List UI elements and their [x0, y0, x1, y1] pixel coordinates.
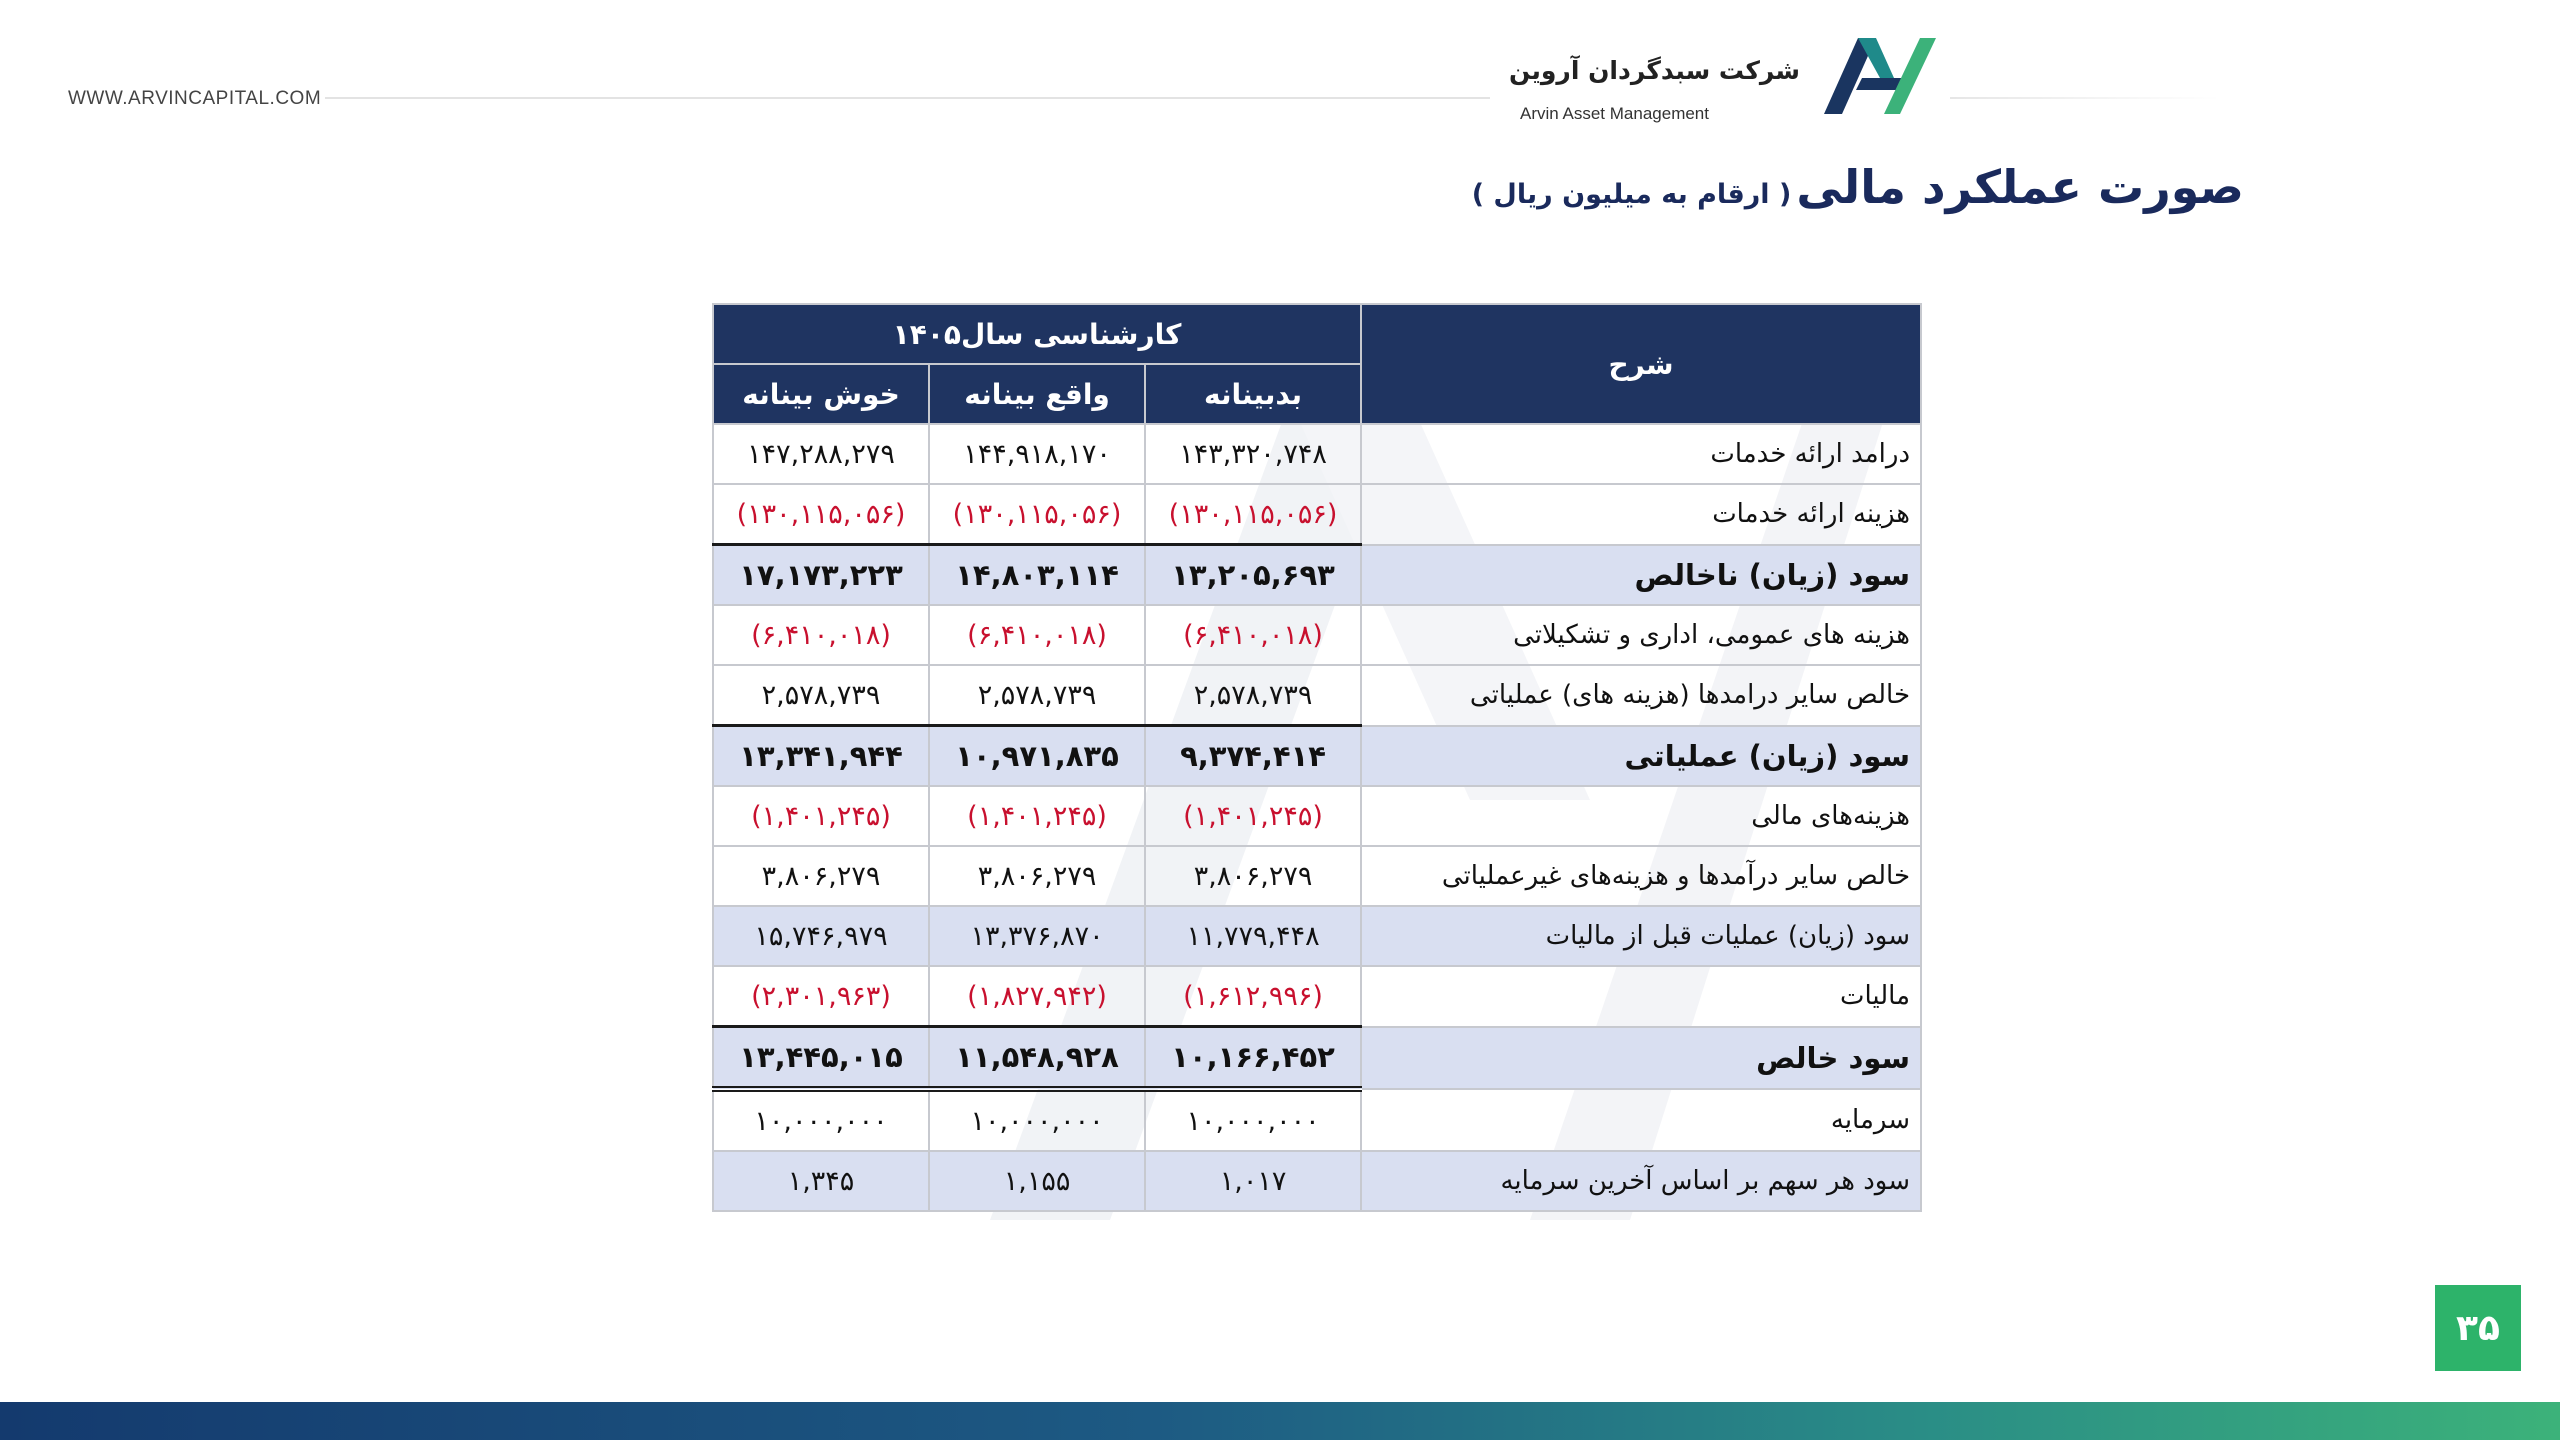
company-name-en: Arvin Asset Management — [1520, 104, 1709, 123]
value-pessimistic: (۶,۴۱۰,۰۱۸) — [1145, 605, 1361, 665]
value-pessimistic: (۱,۶۱۲,۹۹۶) — [1145, 966, 1361, 1027]
table-row — [713, 424, 1921, 484]
value-realistic: ۲,۵۷۸,۷۳۹ — [929, 665, 1145, 726]
value-realistic: ۱۱,۵۴۸,۹۲۸ — [929, 1027, 1145, 1090]
value-realistic: ۱۳,۳۷۶,۸۷۰ — [929, 906, 1145, 966]
value-optimistic: ۲,۵۷۸,۷۳۹ — [713, 665, 929, 726]
value-realistic: ۱۰,۰۰۰,۰۰۰ — [929, 1089, 1145, 1151]
header-divider — [325, 97, 1490, 99]
company-name-fa: شرکت سبدگردان آروین — [1509, 56, 1800, 85]
table-row-subtotal — [713, 545, 1921, 606]
table-row — [713, 665, 1921, 726]
table-row — [713, 1151, 1921, 1211]
value-pessimistic: ۱,۰۱۷ — [1145, 1151, 1361, 1211]
value-pessimistic: (۱,۴۰۱,۲۴۵) — [1145, 786, 1361, 846]
value-optimistic: ۱۴۷,۲۸۸,۲۷۹ — [713, 424, 929, 484]
row-label: سود (زیان) عملیات قبل از مالیات — [1361, 906, 1921, 966]
table-row — [713, 846, 1921, 906]
financial-performance-table — [712, 303, 1922, 1212]
table-row — [713, 484, 1921, 545]
forecast-group-header: کارشناسی سال۱۴۰۵ — [713, 304, 1361, 364]
value-realistic: ۱۴,۸۰۳,۱۱۴ — [929, 545, 1145, 606]
value-realistic: ۱,۱۵۵ — [929, 1151, 1145, 1211]
value-pessimistic: ۱۱,۷۷۹,۴۴۸ — [1145, 906, 1361, 966]
value-optimistic: ۳,۸۰۶,۲۷۹ — [713, 846, 929, 906]
row-label: خالص سایر درآمدها و هزینه‌های غیرعملیاتی — [1361, 846, 1921, 906]
row-label: هزینه ارائه خدمات — [1361, 484, 1921, 545]
value-optimistic: ۱۳,۴۴۵,۰۱۵ — [713, 1027, 929, 1090]
table-row — [713, 1089, 1921, 1151]
row-label: خالص سایر درامدها (هزینه های) عملیاتی — [1361, 665, 1921, 726]
row-label: سود (زیان) عملیاتی — [1361, 726, 1921, 787]
desc-column-header: شرح — [1361, 304, 1921, 424]
value-pessimistic: ۹,۳۷۴,۴۱۴ — [1145, 726, 1361, 787]
col-header-pessimistic: بدبینانه — [1145, 364, 1361, 424]
title-unit-note: ( ارقام به میلیون ریال ) — [1471, 179, 1792, 210]
page-title — [1472, 160, 2244, 214]
table-row — [713, 786, 1921, 846]
value-optimistic: (۶,۴۱۰,۰۱۸) — [713, 605, 929, 665]
row-label: درامد ارائه خدمات — [1361, 424, 1921, 484]
value-pessimistic: ۲,۵۷۸,۷۳۹ — [1145, 665, 1361, 726]
footer-gradient-bar — [0, 1402, 2560, 1440]
table-row-total — [713, 1027, 1921, 1090]
row-label: هزینه های عمومی، اداری و تشکیلاتی — [1361, 605, 1921, 665]
value-realistic: (۶,۴۱۰,۰۱۸) — [929, 605, 1145, 665]
value-optimistic: (۲,۳۰۱,۹۶۳) — [713, 966, 929, 1027]
value-realistic: ۱۴۴,۹۱۸,۱۷۰ — [929, 424, 1145, 484]
table-row — [713, 966, 1921, 1027]
value-optimistic: ۱۰,۰۰۰,۰۰۰ — [713, 1089, 929, 1151]
value-realistic: (۱,۸۲۷,۹۴۲) — [929, 966, 1145, 1027]
value-optimistic: ۱۵,۷۴۶,۹۷۹ — [713, 906, 929, 966]
value-pessimistic: ۱۳,۲۰۵,۶۹۳ — [1145, 545, 1361, 606]
value-pessimistic: (۱۳۰,۱۱۵,۰۵۶) — [1145, 484, 1361, 545]
website-url[interactable]: WWW.ARVINCAPITAL.COM — [68, 88, 322, 109]
page-number-badge: ۳۵ — [2435, 1285, 2521, 1371]
header-divider-right — [1950, 97, 2220, 99]
row-label: سود (زیان) ناخالص — [1361, 545, 1921, 606]
row-label: سود خالص — [1361, 1027, 1921, 1090]
col-header-optimistic: خوش بینانه — [713, 364, 929, 424]
value-realistic: ۳,۸۰۶,۲۷۹ — [929, 846, 1145, 906]
row-label: هزینه‌های مالی — [1361, 786, 1921, 846]
table-header-row — [713, 304, 1921, 364]
value-optimistic: ۱۳,۳۴۱,۹۴۴ — [713, 726, 929, 787]
row-label: سود هر سهم بر اساس آخرین سرمایه — [1361, 1151, 1921, 1211]
value-realistic: (۱۳۰,۱۱۵,۰۵۶) — [929, 484, 1145, 545]
arvin-logo-icon — [1824, 34, 1936, 120]
value-realistic: ۱۰,۹۷۱,۸۳۵ — [929, 726, 1145, 787]
value-pessimistic: ۱۰,۱۶۶,۴۵۲ — [1145, 1027, 1361, 1090]
row-label: سرمایه — [1361, 1089, 1921, 1151]
value-optimistic: ۱۷,۱۷۳,۲۲۳ — [713, 545, 929, 606]
value-optimistic: (۱,۴۰۱,۲۴۵) — [713, 786, 929, 846]
row-label: مالیات — [1361, 966, 1921, 1027]
title-main: صورت عملکرد مالی — [1796, 160, 2244, 214]
table-row — [713, 605, 1921, 665]
value-realistic: (۱,۴۰۱,۲۴۵) — [929, 786, 1145, 846]
value-pessimistic: ۳,۸۰۶,۲۷۹ — [1145, 846, 1361, 906]
value-pessimistic: ۱۰,۰۰۰,۰۰۰ — [1145, 1089, 1361, 1151]
value-optimistic: (۱۳۰,۱۱۵,۰۵۶) — [713, 484, 929, 545]
col-header-realistic: واقع بینانه — [929, 364, 1145, 424]
table-row-subtotal — [713, 906, 1921, 966]
value-pessimistic: ۱۴۳,۳۲۰,۷۴۸ — [1145, 424, 1361, 484]
value-optimistic: ۱,۳۴۵ — [713, 1151, 929, 1211]
table-row-subtotal — [713, 726, 1921, 787]
